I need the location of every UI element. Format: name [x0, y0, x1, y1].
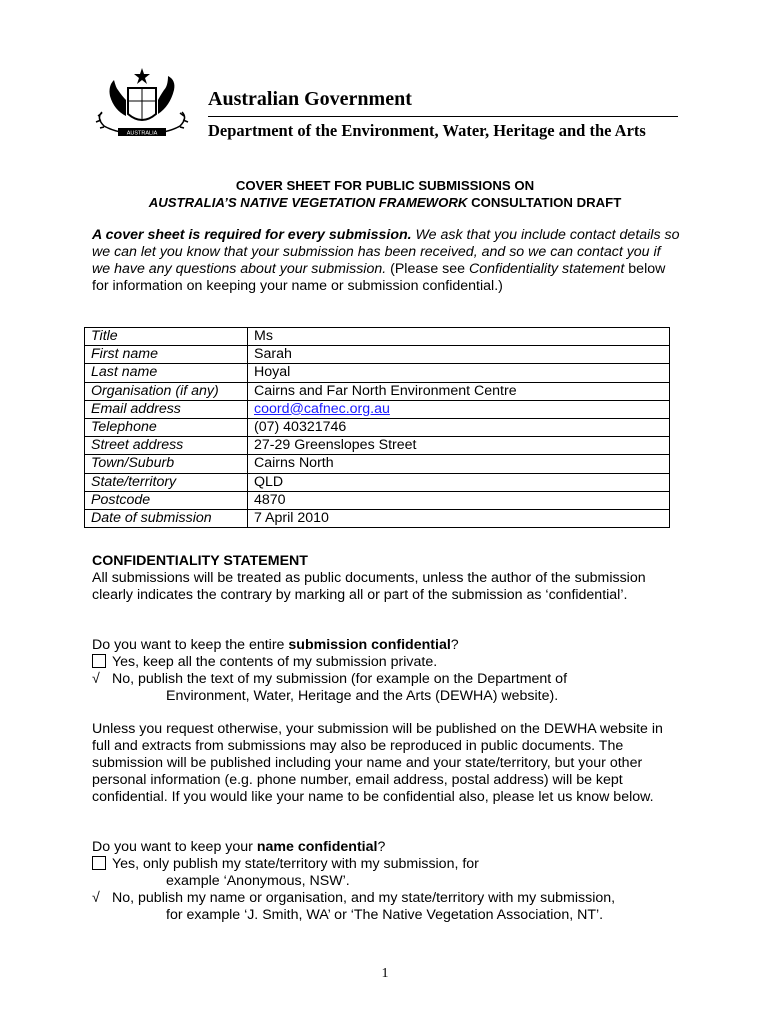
- department-name: Department of the Environment, Water, Heritage and the Arts: [208, 121, 646, 140]
- table-row: [85, 400, 670, 418]
- option-anonymous-label: Yes, only publish my state/territory with my submission, for: [112, 856, 479, 872]
- field-value: Ms: [248, 328, 670, 346]
- option-publish-text-continued: Environment, Water, Heritage and the Arts (DEWHA) website).: [166, 688, 559, 704]
- intro-see-text: (Please see: [386, 261, 469, 277]
- field-label: Date of submission: [85, 509, 248, 527]
- checkmark-icon[interactable]: √: [92, 671, 100, 687]
- table-row: [85, 346, 670, 364]
- framework-name: AUSTRALIA’S NATIVE VEGETATION FRAMEWORK: [148, 195, 468, 210]
- table-row: [85, 491, 670, 509]
- question-submission-confidential: [92, 637, 682, 654]
- field-label: Telephone: [85, 418, 248, 436]
- submitter-details-table: [84, 327, 670, 528]
- question-1-suffix: ?: [450, 637, 459, 653]
- table-row: [85, 509, 670, 527]
- confidentiality-paragraph: All submissions will be treated as public documents, unless the author of the submission clearly indicates the contrary by marking all or part of the submission as ‘confidential’.: [92, 570, 646, 603]
- table-row: [85, 418, 670, 436]
- field-label: Last name: [85, 364, 248, 382]
- question-2-bold: name confidential: [256, 839, 378, 855]
- option-publish-name: [92, 890, 682, 907]
- coat-of-arms-logo: [88, 66, 196, 146]
- table-row: [85, 455, 670, 473]
- table-row: [85, 364, 670, 382]
- field-label: Email address: [85, 400, 248, 418]
- consultation-draft-label: CONSULTATION DRAFT: [467, 195, 622, 210]
- option-anonymous-continued: example ‘Anonymous, NSW’.: [166, 873, 350, 889]
- field-value: Cairns North: [248, 455, 670, 473]
- option-keep-private-label: Yes, keep all the contents of my submission private.: [112, 654, 438, 670]
- field-value: 7 April 2010: [248, 509, 670, 527]
- option-publish-name-continued: for example ‘J. Smith, WA’ or ‘The Native Vegetation Association, NT’.: [166, 907, 604, 923]
- table-row: [85, 437, 670, 455]
- confidentiality-title: CONFIDENTIALITY STATEMENT: [92, 553, 308, 569]
- page-number: 1: [381, 966, 389, 981]
- field-label: First name: [85, 346, 248, 364]
- intro-confidentiality-ref: Confidentiality statement: [468, 261, 625, 277]
- government-title: Australian Government: [208, 88, 412, 110]
- question-1-bold: submission confidential: [288, 637, 451, 653]
- publication-paragraph: Unless you request otherwise, your submission will be published on the DEWHA website in full and extracts from submissions may also be reproduced in public documents. The submission will be published including your name and your state/territory, but your other personal information (e.g. phone number, email address, postal address) will be kept confidential. If you would like your name to be confidential also, please let us know below.: [92, 721, 663, 805]
- table-row: [85, 473, 670, 491]
- checkbox-keep-private[interactable]: [92, 654, 106, 668]
- field-value: (07) 40321746: [248, 418, 670, 436]
- field-label: Title: [85, 328, 248, 346]
- field-value: Cairns and Far North Environment Centre: [248, 382, 670, 400]
- field-value: Hoyal: [248, 364, 670, 382]
- intro-tail-text: below for information on keeping your name or submission confidential.): [92, 261, 666, 294]
- field-value: Sarah: [248, 346, 670, 364]
- question-2-prefix: Do you want to keep your: [92, 839, 257, 855]
- option-publish-text: [92, 671, 682, 688]
- field-label: State/territory: [85, 473, 248, 491]
- field-label: Postcode: [85, 491, 248, 509]
- option-publish-name-label: No, publish my name or organisation, and my state/territory with my submission,: [112, 890, 616, 906]
- table-row: [85, 328, 670, 346]
- email-link[interactable]: coord@cafnec.org.au: [254, 400, 390, 417]
- table-row: [85, 382, 670, 400]
- cover-sheet-heading: COVER SHEET FOR PUBLIC SUBMISSIONS ON: [235, 178, 535, 193]
- question-name-confidential: [92, 839, 682, 856]
- option-keep-private: [92, 654, 682, 671]
- field-label: Town/Suburb: [85, 455, 248, 473]
- intro-paragraph: [92, 227, 682, 295]
- checkbox-anonymous[interactable]: [92, 856, 106, 870]
- field-value: QLD: [248, 473, 670, 491]
- checkmark-icon[interactable]: √: [92, 890, 100, 906]
- intro-required-text: A cover sheet is required for every submission.: [92, 227, 412, 243]
- crest-scroll-text: AUSTRALIA: [126, 130, 158, 137]
- header-divider: [208, 116, 678, 117]
- framework-heading: [0, 195, 770, 210]
- intro-contact-text: We ask that you include contact details so we can let you know that your submission has been received, and so we can contact you if we have any questions about your submission.: [92, 227, 680, 277]
- question-2-suffix: ?: [377, 839, 386, 855]
- field-label: Street address: [85, 437, 248, 455]
- option-anonymous: [92, 856, 682, 873]
- field-label: Organisation (if any): [85, 382, 248, 400]
- option-publish-text-label: No, publish the text of my submission (for example on the Department of: [112, 671, 568, 687]
- field-value: 4870: [248, 491, 670, 509]
- field-value: 27-29 Greenslopes Street: [248, 437, 670, 455]
- question-1-prefix: Do you want to keep the entire: [92, 637, 289, 653]
- field-value: [248, 400, 670, 418]
